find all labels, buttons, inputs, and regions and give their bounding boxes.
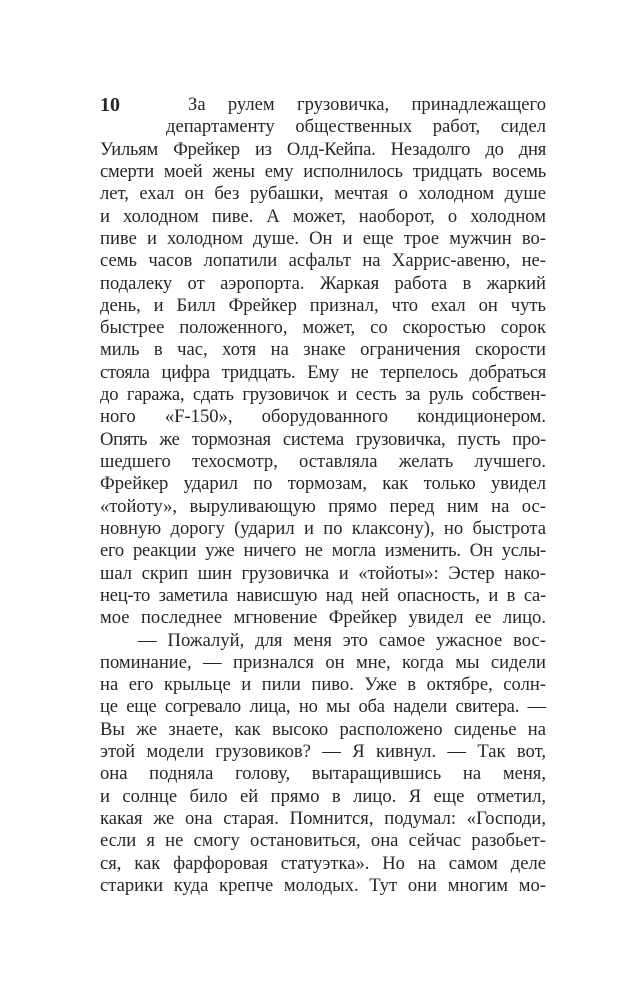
text-line-content: старики куда крепче молодых. Тут они многим мо- (100, 874, 546, 896)
text-line (100, 250, 546, 272)
text-line (100, 161, 546, 183)
text-line-content: шал скрип шин грузовичка и «тойоты»: Эстер нако- (100, 562, 546, 584)
text-line-content: лет, ехал он без рубашки, мечтая о холодном душе (100, 183, 546, 205)
text-line-content: его реакции уже ничего не могла изменить. Он услы- (100, 540, 546, 562)
text-line-content: департаменту общественных работ, сидел (166, 116, 546, 138)
text-line-content: мое последнее мгновение Фрейкер увидел ее лицо. (100, 607, 546, 629)
text-line (100, 273, 546, 295)
text-line (100, 585, 546, 607)
text-line (188, 94, 546, 116)
text-line (100, 406, 546, 428)
text-line-content: пиве и холодном душе. Он и еще трое мужчин во- (100, 227, 546, 249)
text-line-content: ного «F-150», оборудованного кондиционером. (100, 406, 546, 428)
text-line-content: смерти моей жены ему исполнилось тридцать восемь (100, 160, 546, 182)
text-line (100, 696, 546, 718)
text-line (100, 228, 546, 250)
text-line-content: ся, как фарфоровая статуэтка». Но на самом деле (100, 852, 546, 874)
text-line (100, 317, 546, 339)
text-line (100, 518, 546, 540)
text-line (100, 763, 546, 785)
text-line (100, 429, 546, 451)
text-line-content: стояла цифра тридцать. Ему не терпелось добраться (100, 361, 546, 383)
page-number: 10 (100, 94, 120, 116)
text-line-content: шедшего техосмотр, оставляла желать лучшего. (100, 451, 546, 472)
text-line-content: подалеку от аэропорта. Жаркая работа в жаркий (100, 272, 546, 294)
body-text (100, 94, 546, 897)
text-line-content: нец-то заметила нависшую над ней опасность, и в са- (100, 584, 546, 606)
text-line (100, 339, 546, 361)
text-line-content: За рулем грузовичка, принадлежащего (188, 94, 546, 115)
text-line-content: семь часов лопатили асфальт на Харрис-авеню, не- (100, 250, 546, 272)
text-line (100, 540, 546, 562)
text-line-content: поминание, — признался он мне, когда мы сидели (100, 651, 546, 673)
text-line (100, 496, 546, 518)
text-line-content: «тойоту», выруливающую прямо перед ним на ос- (100, 495, 546, 517)
text-line-content: Фрейкер ударил по тормозам, как только увидел (100, 473, 546, 495)
text-line-content: она подняла голову, вытаращившись на меня, (100, 763, 546, 785)
text-line-content: новную дорогу (ударил и по клаксону), но быстрота (100, 517, 546, 539)
text-line-content: на его крыльце и пили пиво. Уже в октябре, солн- (100, 674, 546, 696)
text-line-content: этой модели грузовиков? — Я кивнул. — Так вот, (100, 741, 546, 763)
text-line (100, 563, 546, 585)
text-line (100, 295, 546, 317)
text-line (100, 875, 546, 897)
text-line (100, 139, 546, 161)
text-line-content: Уильям Фрейкер из Олд-Кейпа. Незадолго до дня (100, 138, 546, 160)
text-line-content: и холодном пиве. А может, наоборот, о холодном (100, 205, 546, 227)
text-line-content: быстрее положенного, может, со скоростью сорок (100, 317, 546, 339)
text-line (100, 719, 546, 741)
text-line (100, 451, 546, 473)
text-line (166, 116, 546, 138)
text-line (100, 853, 546, 875)
text-line-content: день, и Билл Фрейкер признал, что ехал он чуть (100, 294, 546, 316)
text-line (100, 183, 546, 205)
text-line-content: Вы же знаете, как высоко расположено сиденье на (100, 718, 546, 740)
text-line-content: це еще согревало лица, но мы оба надели свитера. — (100, 696, 546, 718)
text-line (100, 830, 546, 852)
text-line-content: миль в час, хотя на знаке ограничения скорости (100, 339, 546, 361)
book-page (100, 94, 546, 897)
text-line (100, 206, 546, 228)
text-line (100, 808, 546, 830)
text-line-content: до гаража, сдать грузовичок и сесть за руль собствен- (100, 384, 546, 406)
text-line (138, 630, 546, 652)
text-line (100, 607, 546, 629)
text-line-content: если я не смогу остановиться, она сейчас разобьет- (100, 830, 546, 852)
text-line (100, 384, 546, 406)
text-line (100, 674, 546, 696)
text-line-content: Опять же тормозная система грузовичка, пусть про- (100, 428, 546, 450)
text-line (100, 362, 546, 384)
text-line-content: — Пожалуй, для меня это самое ужасное вос- (138, 629, 546, 651)
text-line (100, 786, 546, 808)
text-line (100, 741, 546, 763)
text-line-content: и солнце било ей прямо в лицо. Я еще отметил, (100, 785, 546, 807)
text-line-content: какая же она старая. Помнится, подумал: «Господи, (100, 808, 546, 829)
text-line (100, 652, 546, 674)
text-line (100, 473, 546, 495)
